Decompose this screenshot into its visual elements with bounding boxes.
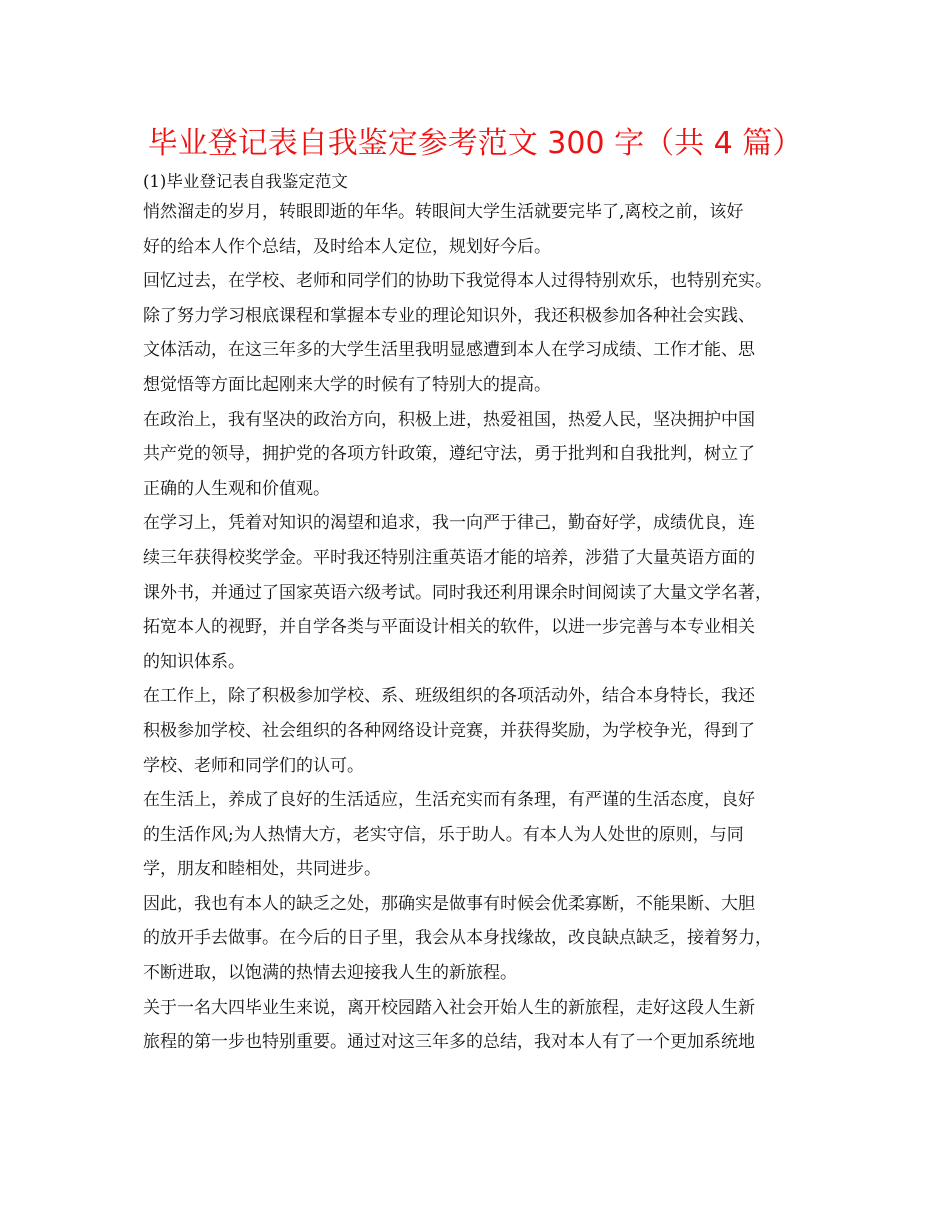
section-heading: (1)毕业登记表自我鉴定范文 [143,172,348,191]
body-line: 学校、老师和同学们的认可。 [143,755,364,776]
body-line: 积极参加学校、社会组织的各种网络设计竞赛，并获得奖励，为学校争光，得到了 [143,720,755,741]
body-line: 旅程的第一步也特别重要。通过对这三年多的总结，我对本人有了一个更加系统地 [143,1032,755,1053]
document-body [143,195,823,1060]
body-line: 在工作上，除了积极参加学校、系、班级组织的各项活动外，结合本身特长，我还 [143,686,755,707]
body-line: 在政治上，我有坚决的政治方向，积极上进，热爱祖国，热爱人民，坚决拥护中国 [143,409,755,430]
body-line: 回忆过去，在学校、老师和同学们的协助下我觉得本人过得特别欢乐，也特别充实。 [143,271,772,292]
body-line: 的放开手去做事。在今后的日子里，我会从本身找缘故，改良缺点缺乏，接着努力， [143,928,772,949]
body-line: 不断进取，以饱满的热情去迎接我人生的新旅程。 [143,963,517,984]
body-line: 课外书，并通过了国家英语六级考试。同时我还利用课余时间阅读了大量文学名著， [143,582,772,603]
body-line: 关于一名大四毕业生来说，离开校园踏入社会开始人生的新旅程，走好这段人生新 [143,997,755,1018]
body-line: 因此，我也有本人的缺乏之处，那确实是做事有时候会优柔寡断，不能果断、大胆 [143,893,755,914]
document-title: 毕业登记表自我鉴定参考范文 300 字（共 4 篇） [147,126,803,161]
body-line: 悄然溜走的岁月，转眼即逝的年华。转眼间大学生活就要完毕了,离校之前，该好 [143,202,744,222]
body-line: 共产党的领导，拥护党的各项方针政策，遵纪守法，勇于批判和自我批判，树立了 [143,444,755,465]
body-line: 想觉悟等方面比起刚来大学的时候有了特别大的提高。 [143,374,551,395]
body-line: 正确的人生观和价值观。 [143,478,330,499]
body-line: 在学习上，凭着对知识的渴望和追求，我一向严于律己，勤奋好学，成绩优良，连 [143,513,755,534]
body-line: 拓宽本人的视野，并自学各类与平面设计相关的软件，以进一步完善与本专业相关 [143,617,755,638]
body-line: 在生活上，养成了良好的生活适应，生活充实而有条理，有严谨的生活态度，良好 [143,790,755,811]
body-line: 文体活动，在这三年多的大学生活里我明显感遭到本人在学习成绩、工作才能、思 [143,340,755,361]
body-line: 学，朋友和睦相处，共同进步。 [143,859,381,880]
body-line: 的生活作风;为人热情大方，老实守信，乐于助人。有本人为人处世的原则，与同 [143,824,744,845]
body-line: 好的给本人作个总结，及时给本人定位，规划好今后。 [143,236,551,257]
body-line: 的知识体系。 [143,651,245,672]
body-line: 除了努力学习根底课程和掌握本专业的理论知识外，我还积极参加各种社会实践、 [143,305,755,326]
body-line: 续三年获得校奖学金。平时我还特别注重英语才能的培养，涉猎了大量英语方面的 [143,547,755,568]
